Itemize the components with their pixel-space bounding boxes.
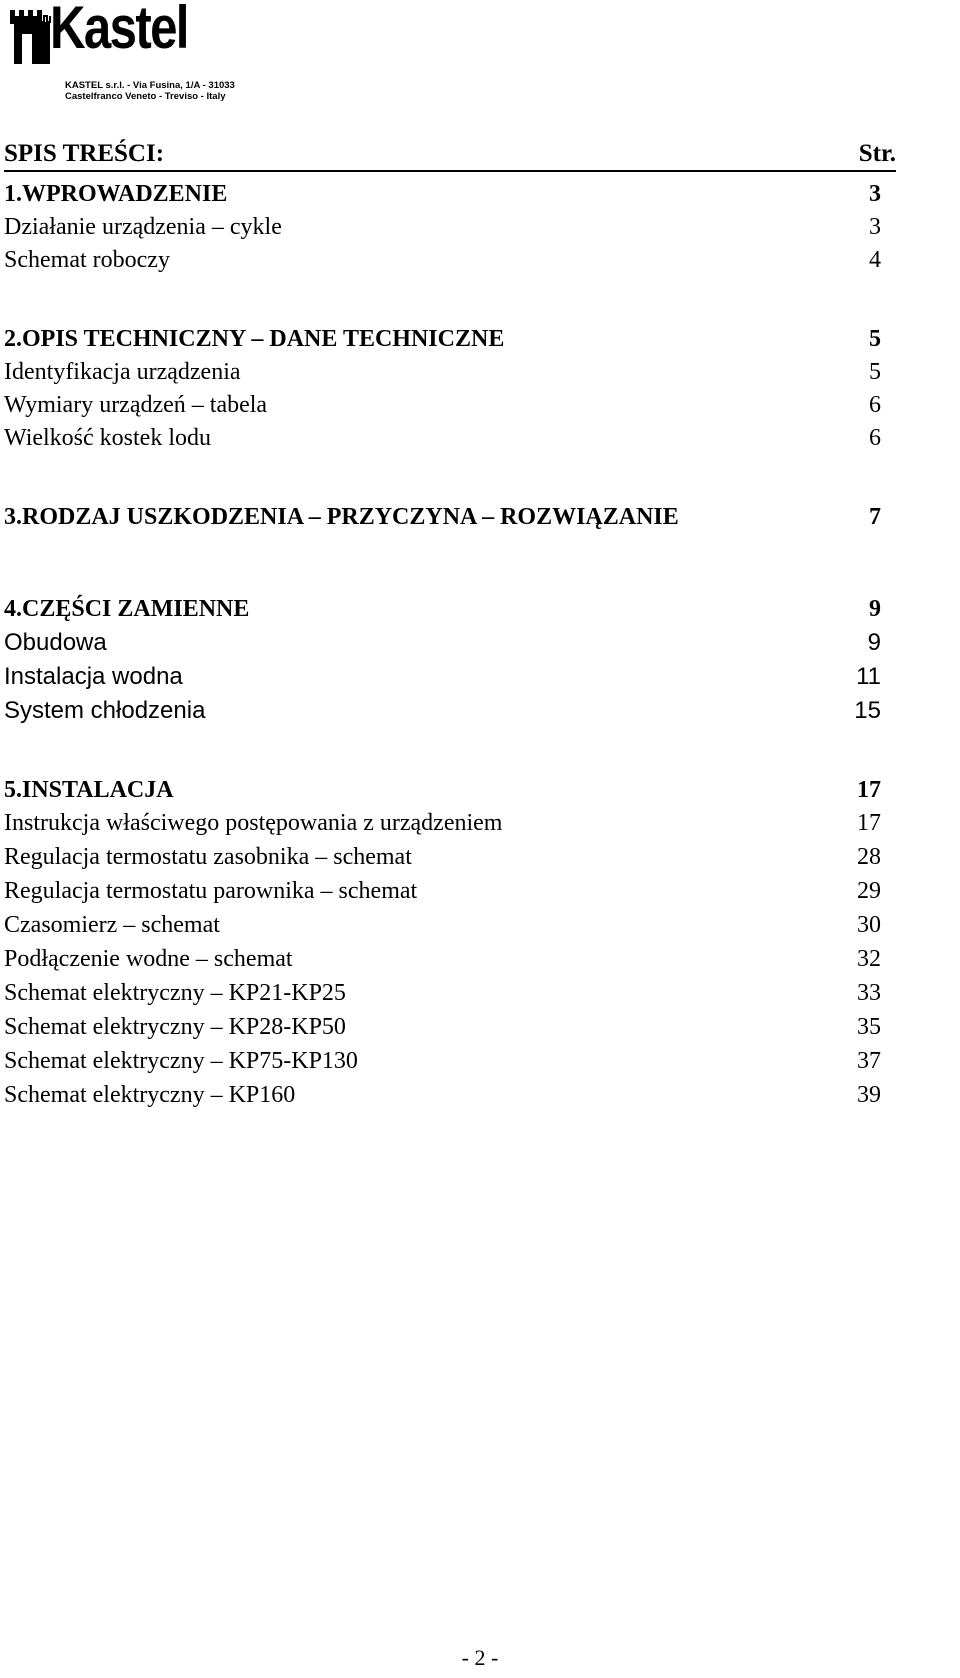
toc-entry-page: 11 — [856, 663, 881, 690]
toc-entry-page: 5 — [869, 326, 881, 352]
toc-entry[interactable] — [4, 942, 881, 976]
toc-entry-page: 37 — [857, 1048, 881, 1074]
toc-entry-label: Regulacja termostatu parownika – schemat — [4, 878, 418, 904]
toc-entry[interactable] — [4, 694, 881, 728]
toc-entry[interactable] — [4, 806, 881, 840]
toc-entry-page: 5 — [869, 359, 881, 385]
toc-entry-page: 3 — [869, 181, 881, 207]
toc-entry-page: 17 — [857, 810, 881, 836]
toc-entry-page: 9 — [867, 629, 881, 656]
company-city: Castelfranco Veneto - Treviso - Italy — [65, 91, 226, 102]
toc-entry[interactable] — [4, 355, 881, 389]
toc-entry[interactable] — [4, 976, 881, 1010]
toc-entry[interactable] — [4, 1078, 881, 1112]
toc-entry-label: Schemat roboczy — [4, 247, 170, 273]
toc-entry-page: 35 — [857, 1014, 881, 1040]
toc-entry[interactable] — [4, 626, 881, 660]
toc-entry[interactable] — [4, 874, 881, 908]
toc-entry-label: Wielkość kostek lodu — [4, 425, 211, 451]
toc-entry-label: Instalacja wodna — [4, 663, 183, 690]
toc-entry-page: 4 — [869, 247, 881, 273]
toc-entry-label: 3.RODZAJ USZKODZENIA – PRZYCZYNA – ROZWIĄZANIE — [4, 504, 679, 530]
toc-entry-page: 6 — [869, 425, 881, 451]
toc-entry[interactable] — [4, 421, 881, 455]
toc-entry-label: Czasomierz – schemat — [4, 912, 220, 938]
toc-entry-page: 7 — [869, 504, 881, 530]
toc-entry-label: System chłodzenia — [4, 697, 206, 724]
toc-entry-page: 3 — [869, 214, 881, 240]
toc-page-column-label: Str. — [858, 140, 896, 167]
brand-name: Kastel — [50, 0, 188, 61]
toc-entry-label: 1.WPROWADZENIE — [4, 181, 228, 207]
toc-header — [4, 138, 896, 172]
toc-entry-label: 5.INSTALACJA — [4, 777, 174, 803]
toc-section-heading[interactable] — [4, 773, 881, 807]
toc-entry[interactable] — [4, 210, 881, 244]
toc-entry[interactable] — [4, 660, 881, 694]
toc-entry-page: 30 — [857, 912, 881, 938]
toc-section-heading[interactable] — [4, 592, 881, 626]
toc-entry-page: 28 — [857, 844, 881, 870]
company-address: KASTEL s.r.l. - Via Fusina, 1/A - 31033 — [65, 80, 235, 91]
toc-entry-label: Schemat elektryczny – KP160 — [4, 1082, 296, 1108]
toc-entry-page: 29 — [857, 878, 881, 904]
toc-entry-label: Schemat elektryczny – KP75-KP130 — [4, 1048, 358, 1074]
toc-entry-page: 39 — [857, 1082, 881, 1108]
toc-entry-page: 33 — [857, 980, 881, 1006]
toc-entry[interactable] — [4, 840, 881, 874]
toc-section-heading[interactable] — [4, 177, 881, 211]
toc-entry-label: Schemat elektryczny – KP28-KP50 — [4, 1014, 346, 1040]
toc-entry-page: 6 — [869, 392, 881, 418]
toc-entry-label: Regulacja termostatu zasobnika – schemat — [4, 844, 412, 870]
toc-entry[interactable] — [4, 243, 881, 277]
toc-entry-label: 2.OPIS TECHNICZNY – DANE TECHNICZNE — [4, 326, 505, 352]
toc-entry-label: Podłączenie wodne – schemat — [4, 946, 293, 972]
toc-entry-label: Obudowa — [4, 629, 107, 656]
toc-entry-page: 15 — [854, 697, 881, 724]
toc-entry[interactable] — [4, 388, 881, 422]
castle-icon — [8, 4, 52, 68]
toc-title: SPIS TREŚCI: — [4, 140, 165, 167]
page-number: - 2 - — [461, 1645, 499, 1670]
toc-entry-label: Wymiary urządzeń – tabela — [4, 392, 268, 418]
toc-section-heading[interactable] — [4, 322, 881, 356]
toc-entry[interactable] — [4, 908, 881, 942]
toc-entry[interactable] — [4, 1010, 881, 1044]
toc-entry-label: 4.CZĘŚCI ZAMIENNE — [4, 596, 250, 622]
toc-section-heading[interactable] — [4, 500, 881, 534]
kastel-logo — [8, 0, 238, 104]
toc-entry-page: 17 — [857, 777, 881, 803]
toc-entry-label: Działanie urządzenia – cykle — [4, 214, 282, 240]
toc-entry-page: 32 — [857, 946, 881, 972]
toc-entry-page: 9 — [869, 596, 881, 622]
toc-entry-label: Identyfikacja urządzenia — [4, 359, 241, 385]
toc-entry-label: Instrukcja właściwego postępowania z urządzeniem — [4, 810, 503, 836]
toc-entry[interactable] — [4, 1044, 881, 1078]
toc-entry-label: Schemat elektryczny – KP21-KP25 — [4, 980, 346, 1006]
